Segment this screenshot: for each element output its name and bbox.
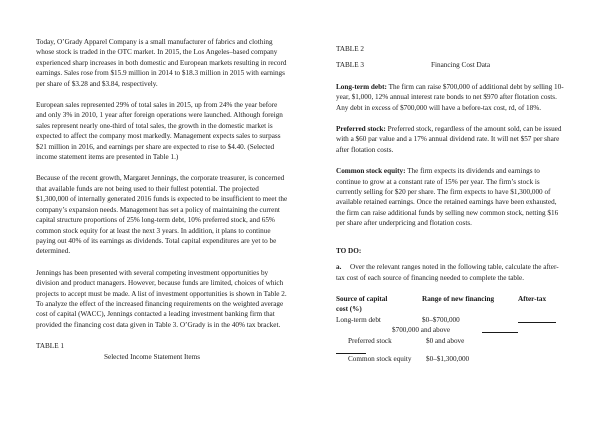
long-term-debt-text: The firm can raise $700,000 of additional debt by selling 10-year, $1,000, 12% annual interest rate bonds to net $970 after flotation costs. Any debt in excess of $700,000 will have a before-tax cost, rd, of 18%. xyxy=(336,82,564,112)
table-row-preferred-blank xyxy=(336,346,564,354)
table-row-common xyxy=(336,354,564,364)
todo-heading: TO DO: xyxy=(336,246,362,255)
row-range-ltd-1: $0–$700,000 xyxy=(422,315,460,324)
row-range-preferred: $0 and above xyxy=(426,336,465,345)
table3-title: Financing Cost Data xyxy=(431,61,491,70)
preferred-stock-text: Preferred stock, regardless of the amount sold, can be issued with a $60 par value and a 17% annual dividend rate. It will net $57 per share after flotation costs. xyxy=(336,125,562,154)
long-term-debt-heading: Long-term debt: xyxy=(336,82,387,91)
row-range-ltd-2: $700,000 and above xyxy=(392,326,451,335)
table1-title: Selected Income Statement Items xyxy=(104,352,200,361)
preferred-stock-heading: Preferred stock: xyxy=(336,125,386,134)
table-row-ltd-1 xyxy=(336,315,564,325)
common-stock-equity-heading: Common stock equity: xyxy=(336,167,406,176)
table2-label: TABLE 2 xyxy=(336,45,364,53)
row-range-common: $0–$1,300,000 xyxy=(426,354,470,363)
case-paragraph-2: European sales represented 29% of total sales in 2015, up from 24% the year before and only 3% in 2010, 1 year after foreign operations were launched. Although foreign sales represent nearly one-third of total sales, the growth in the domestic market is expected to affect the company most markedly. Management expects sales to surpass $21 million in 2016, and earnings per share are expected to rise to $4.40. (Selected income statement items are presented in Table 1.) xyxy=(36,101,283,162)
table-row-ltd-2 xyxy=(336,325,564,335)
financing-table-header xyxy=(336,294,564,304)
table1-label: TABLE 1 xyxy=(36,342,64,351)
table3-header xyxy=(336,60,564,70)
row-source-ltd: Long-term debt xyxy=(336,315,381,324)
table3-label: TABLE 3 xyxy=(336,61,364,70)
row-source-preferred: Preferred stock xyxy=(348,336,392,345)
todo-item-a-letter: a. xyxy=(336,263,342,272)
case-paragraph-3: Because of the recent growth, Margaret Jennings, the corporate treasurer, is concerned that available funds are not being used to their fullest potential. The projected $1,300,000 of internally generated 2016 funds is expected to be insufficient to meet the company’s expansion needs. Management has set a policy of maintaining the current capital structure proportions of 25% long-term debt, 10% preferred stock, and 65% common stock equity for at least the next 3 years. In addition, it plans to continue paying out 40% of its earnings as dividends. Total capital expenditures are yet to be determined. xyxy=(36,174,288,256)
financing-table-header-2 xyxy=(336,304,564,314)
todo-item-a xyxy=(336,262,564,283)
todo-item-a-text: Over the relevant ranges noted in the following table, calculate the after-tax cost of each source of financing needed to complete the table. xyxy=(336,263,559,282)
table-row-preferred xyxy=(336,336,564,346)
answer-blank-ltd-2[interactable] xyxy=(482,325,518,333)
col-header-source: Source of capital xyxy=(336,294,388,303)
answer-blank-preferred[interactable] xyxy=(336,346,366,354)
right-column xyxy=(336,44,564,364)
financing-table xyxy=(336,294,564,364)
row-source-common: Common stock equity xyxy=(348,354,412,363)
preferred-stock-paragraph xyxy=(336,124,564,155)
left-column xyxy=(36,37,288,362)
common-stock-equity-text: The firm expects its dividends and earnings to continue to grow at a constant rate of 15% per year. The firm’s stock is currently selling for $20 per share. The firm expects to have $1,300,000 of available retained earnings. Once the retained earnings have been exhausted, the firm can raise additional funds by selling new common stock, netting $16 per share after underpricing and flotation costs. xyxy=(336,167,559,228)
long-term-debt-paragraph xyxy=(336,82,564,113)
col-header-after-tax: After-tax xyxy=(518,294,547,303)
col-header-cost: cost (%) xyxy=(336,305,362,314)
answer-blank-ltd-1[interactable] xyxy=(518,315,556,323)
common-stock-equity-paragraph xyxy=(336,166,564,228)
col-header-range: Range of new financing xyxy=(422,294,495,303)
case-paragraph-1: Today, O’Grady Apparel Company is a small manufacturer of fabrics and clothing whose stock is traded in the OTC market. In 2015, the Los Angeles–based company experienced sharp increases in both domestic and European markets resulting in record earnings. Sales rose from $15.9 million in 2014 to $18.3 million in 2015 with earnings per share of $3.28 and $3.84, respectively. xyxy=(36,38,287,88)
case-paragraph-4: Jennings has been presented with several competing investment opportunities by division and product managers. However, because funds are limited, choices of which projects to accept must be made. A list of investment opportunities is shown in Table 2. To analyze the effect of the increased financing requirements on the weighted average cost of capital (WACC), Jennings contacted a leading investment banking firm that provided the financing cost data given in Table 3. O’Grady is in the 40% tax bracket. xyxy=(36,268,287,329)
